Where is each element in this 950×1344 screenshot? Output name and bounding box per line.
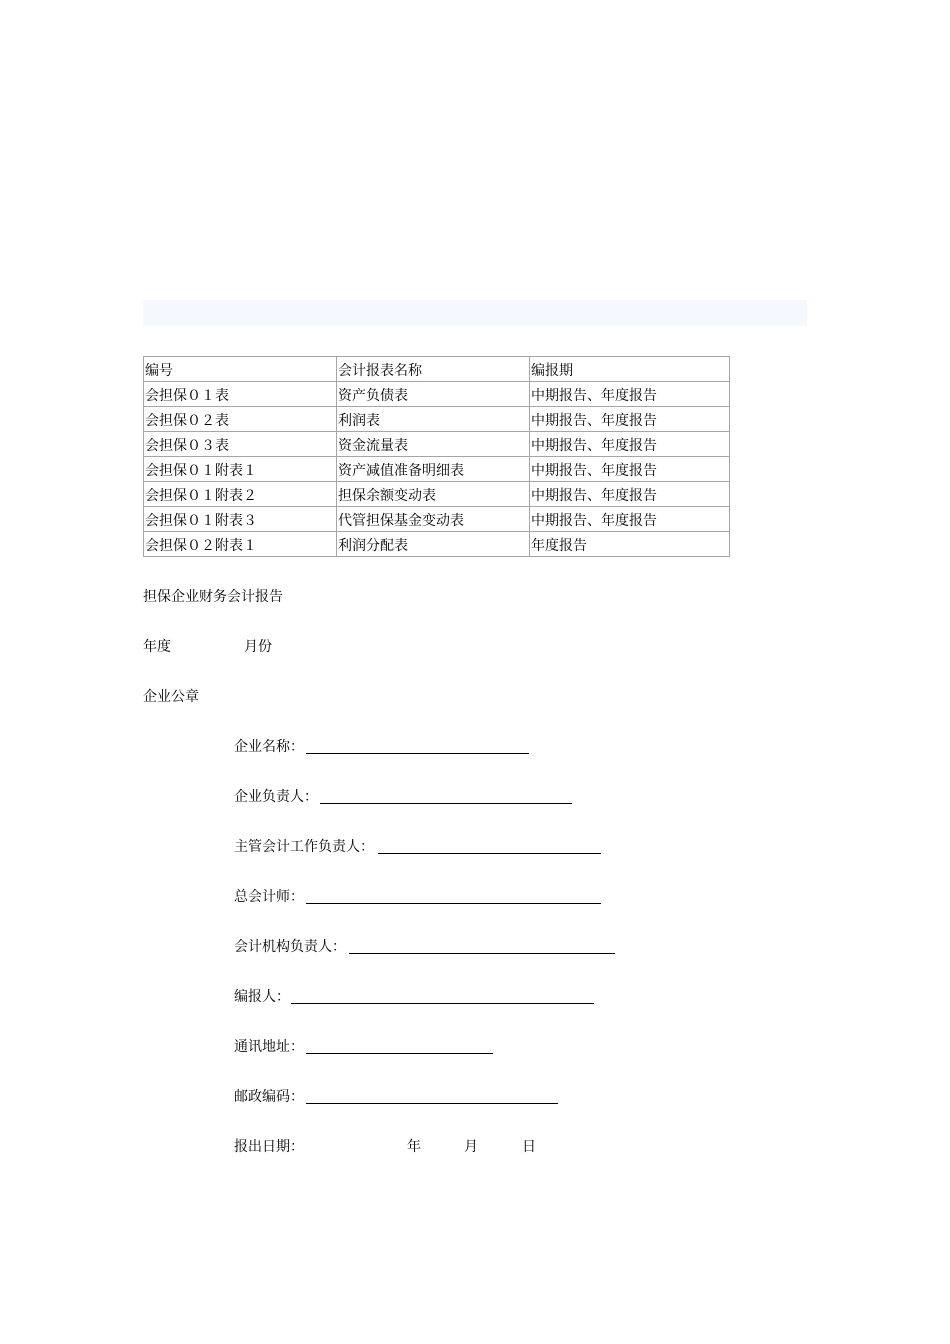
table-cell: 利润表 <box>337 407 530 432</box>
company-head-label: 企业负责人： <box>234 789 318 805</box>
table-cell: 会担保０１附表３ <box>144 507 337 532</box>
address-label: 通讯地址： <box>234 1039 304 1055</box>
header-cell-period: 编报期 <box>530 357 730 382</box>
table-row <box>144 407 730 432</box>
table-cell: 中期报告、年度报告 <box>530 382 730 407</box>
accounting-dept-head-label: 会计机构负责人： <box>234 939 346 955</box>
report-list-table <box>143 356 730 557</box>
postcode-label: 邮政编码： <box>234 1089 304 1105</box>
date-year-label: 年 <box>407 1139 421 1155</box>
table-header-row <box>144 357 730 382</box>
table-row <box>144 507 730 532</box>
table-cell: 中期报告、年度报告 <box>530 507 730 532</box>
table-cell: 中期报告、年度报告 <box>530 457 730 482</box>
table-cell: 会担保０１附表１ <box>144 457 337 482</box>
report-title: 担保企业财务会计报告 <box>143 589 283 605</box>
year-label: 年度 <box>143 639 171 655</box>
month-label: 月份 <box>244 639 272 655</box>
accounting-supervisor-blank[interactable] <box>378 853 601 854</box>
header-cell-name: 会计报表名称 <box>337 357 530 382</box>
accounting-dept-head-blank[interactable] <box>349 953 615 954</box>
company-head-blank[interactable] <box>320 803 572 804</box>
table-cell: 代管担保基金变动表 <box>337 507 530 532</box>
table-cell: 会担保０２附表１ <box>144 532 337 557</box>
table-row <box>144 482 730 507</box>
table-cell: 资金流量表 <box>337 432 530 457</box>
table-cell: 中期报告、年度报告 <box>530 482 730 507</box>
table-cell: 资产减值准备明细表 <box>337 457 530 482</box>
table-cell: 年度报告 <box>530 532 730 557</box>
company-name-blank[interactable] <box>306 753 529 754</box>
table-row <box>144 457 730 482</box>
seal-label: 企业公章 <box>143 689 199 705</box>
table-cell: 中期报告、年度报告 <box>530 407 730 432</box>
table-cell: 利润分配表 <box>337 532 530 557</box>
table-cell: 会担保０３表 <box>144 432 337 457</box>
header-band <box>143 300 807 326</box>
table-cell: 会担保０１附表２ <box>144 482 337 507</box>
table-cell: 资产负债表 <box>337 382 530 407</box>
date-day-label: 日 <box>522 1139 536 1155</box>
report-date-label: 报出日期： <box>234 1139 304 1155</box>
preparer-blank[interactable] <box>291 1003 594 1004</box>
header-cell-code: 编号 <box>144 357 337 382</box>
accounting-supervisor-label: 主管会计工作负责人： <box>234 839 374 855</box>
address-blank[interactable] <box>306 1053 493 1054</box>
table-row <box>144 382 730 407</box>
date-month-label: 月 <box>464 1139 478 1155</box>
table-row <box>144 532 730 557</box>
preparer-label: 编报人： <box>234 989 290 1005</box>
table-cell: 会担保０２表 <box>144 407 337 432</box>
chief-accountant-label: 总会计师： <box>234 889 304 905</box>
table-cell: 担保余额变动表 <box>337 482 530 507</box>
table-row <box>144 432 730 457</box>
table-cell: 中期报告、年度报告 <box>530 432 730 457</box>
table-cell: 会担保０１表 <box>144 382 337 407</box>
company-name-label: 企业名称： <box>234 739 304 755</box>
chief-accountant-blank[interactable] <box>306 903 601 904</box>
postcode-blank[interactable] <box>306 1103 558 1104</box>
